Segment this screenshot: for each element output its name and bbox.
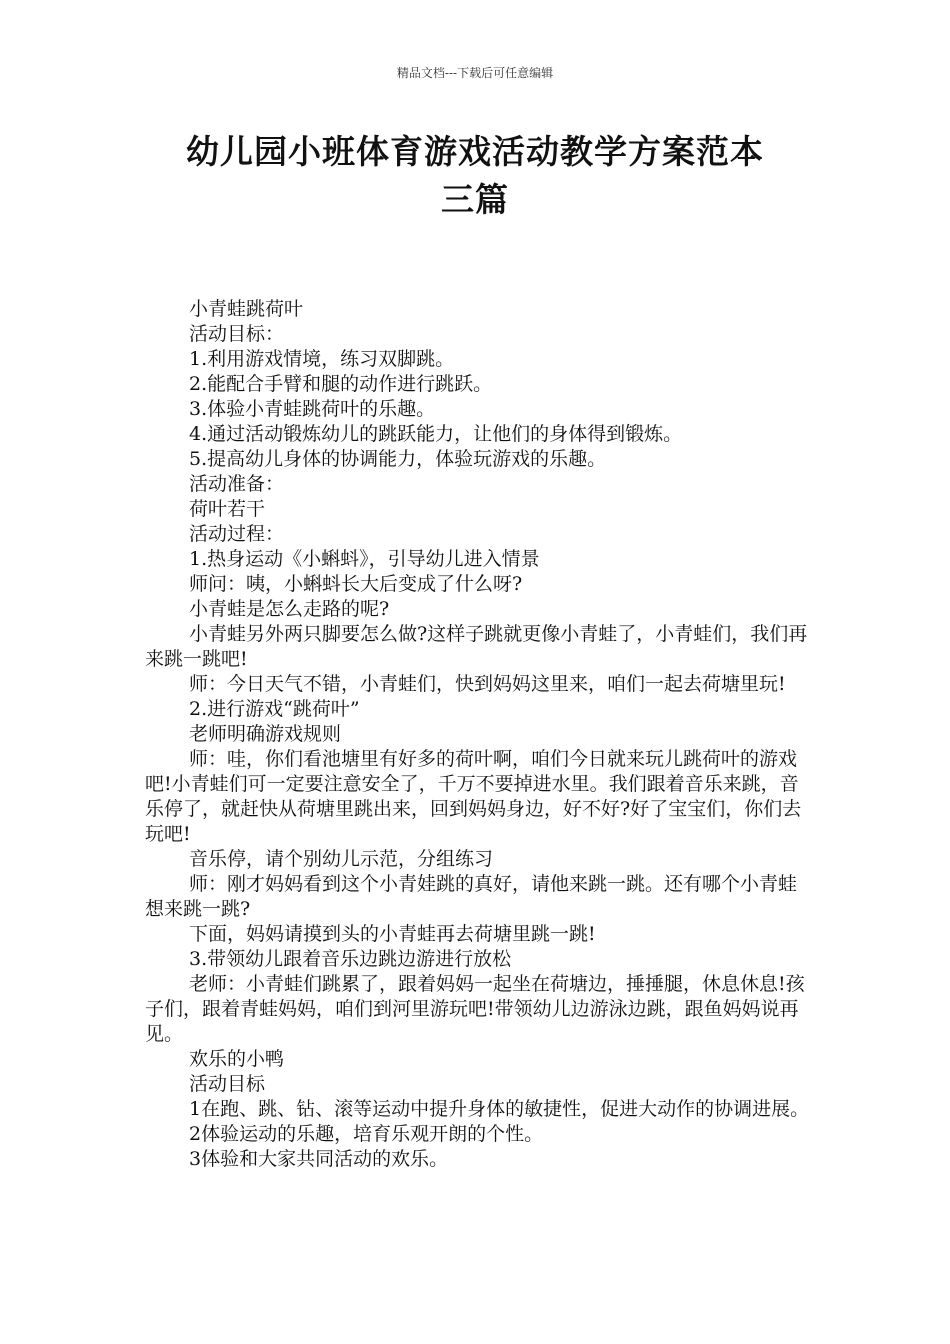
body-paragraph: 活动过程： [189, 523, 285, 545]
body-paragraph: 活动目标： [189, 323, 285, 345]
body-paragraph: 欢乐的小鸭 [189, 1048, 285, 1070]
body-paragraph: 荷叶若干 [189, 498, 266, 520]
body-paragraph: 师：哇，你们看池塘里有好多的荷叶啊，咱们今日就来玩儿跳荷叶的游戏吧!小青蛙们可一定要注意安全了，千万不要掉进水里。我们跟着音乐来跳，音乐停了，就赶快从荷塘里跳出来，回到妈妈身边，好不好?好了宝宝们，你们去玩吧! [145, 748, 802, 845]
body-paragraph: 下面，妈妈请摸到头的小青蛙再去荷塘里跳一跳! [189, 923, 596, 945]
document-body [145, 297, 815, 1172]
body-paragraph: 3.带领幼儿跟着音乐边跳边游进行放松 [189, 948, 512, 970]
body-paragraph: 老师：小青蛙们跳累了，跟着妈妈一起坐在荷塘边，捶捶腿，休息休息!孩子们，跟着青蛙妈妈，咱们到河里游玩吧!带领幼儿边游泳边跳，跟鱼妈妈说再见。 [145, 973, 805, 1045]
body-paragraph: 2体验运动的乐趣，培育乐观开朗的个性。 [189, 1123, 544, 1145]
body-paragraph: 老师明确游戏规则 [189, 723, 342, 745]
body-paragraph: 师：今日天气不错，小青蛙们，快到妈妈这里来，咱们一起去荷塘里玩! [189, 673, 786, 695]
body-paragraph: 小青蛙是怎么走路的呢? [189, 598, 390, 620]
body-paragraph: 1在跑、跳、钻、滚等运动中提升身体的敏捷性，促进大动作的协调进展。 [189, 1098, 810, 1120]
body-paragraph: 活动目标 [189, 1073, 266, 1095]
title-line-1: 幼儿园小班体育游戏活动教学方案范本 [186, 132, 764, 171]
body-paragraph: 师：刚才妈妈看到这个小青娃跳的真好，请他来跳一跳。还有哪个小青蛙想来跳一跳? [145, 873, 798, 920]
body-paragraph: 3.体验小青蛙跳荷叶的乐趣。 [189, 398, 436, 420]
document-title [130, 128, 820, 224]
body-paragraph: 师问：咦，小蝌蚪长大后变成了什么呀? [189, 573, 523, 595]
body-paragraph: 活动准备： [189, 473, 285, 495]
body-paragraph: 音乐停，请个别幼儿示范，分组练习 [189, 848, 494, 870]
body-paragraph: 5.提高幼儿身体的协调能力，体验玩游戏的乐趣。 [189, 448, 607, 470]
body-paragraph: 小青蛙跳荷叶 [189, 298, 304, 320]
body-paragraph: 小青蛙另外两只脚要怎么做?这样子跳就更像小青蛙了，小青蛙们，我们再来跳一跳吧! [145, 623, 808, 670]
body-paragraph: 4.通过活动锻炼幼儿的跳跃能力，让他们的身体得到锻炼。 [189, 423, 683, 445]
body-paragraph: 1.利用游戏情境，练习双脚跳。 [189, 348, 455, 370]
body-paragraph: 3体验和大家共同活动的欢乐。 [189, 1148, 449, 1170]
title-line-2: 三篇 [441, 180, 509, 219]
body-paragraph: 2.能配合手臂和腿的动作进行跳跃。 [189, 373, 493, 395]
header-note: 精品文档---下载后可任意编辑 [396, 66, 554, 80]
body-paragraph: 2.进行游戏“跳荷叶” [189, 698, 360, 720]
body-paragraph: 1.热身运动《小蝌蚪》，引导幼儿进入情景 [189, 548, 540, 570]
